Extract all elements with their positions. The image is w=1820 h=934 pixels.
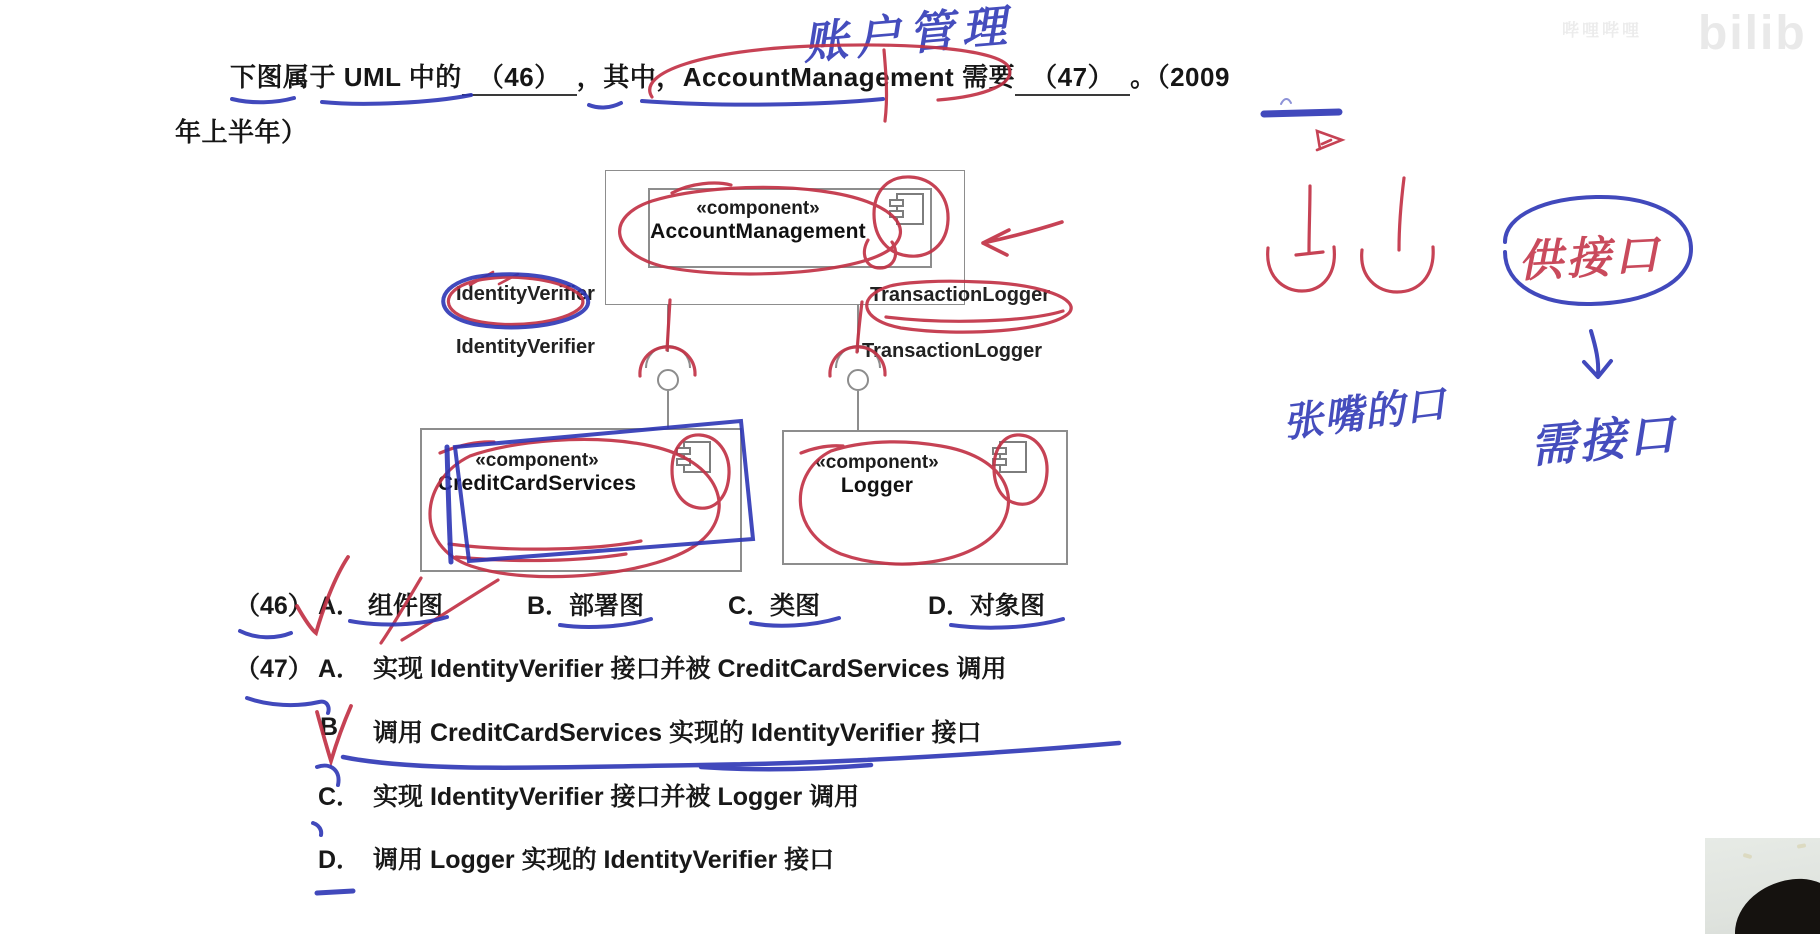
assembly-connectors [646,305,880,430]
red-arrow-to-account [983,222,1062,255]
q46-option-d-text: 对象图 [970,592,1046,620]
label-transactionlogger-provided: TransactionLogger [862,340,1043,362]
question-line-1 [230,57,1230,96]
blue-arc-before-d [313,823,321,835]
account-stereotype: «component» [696,198,820,219]
blue-underline-accountmanagement [642,99,883,105]
blue-underline-qizhong [589,103,621,107]
q46-option-a-key: A． [318,592,362,620]
wall-speck [1743,853,1753,859]
q47-option-a-key: A． [318,655,362,683]
handwriting-provided-interface: 供接口 [1517,230,1664,287]
q47-option-b-text: 调用 CreditCardServices 实现的 IdentityVerifier 接口 [373,719,982,747]
q46-option-c-text: 类图 [770,592,821,620]
handwriting-required-interface: 需接口 [1528,407,1680,473]
red-trace-left-connector [667,300,670,350]
left-socket-icon [646,346,690,368]
right-ball-icon [848,370,868,390]
blue-dash-under-d [317,891,353,893]
question-line-2: 年上半年） [175,117,308,147]
q47-option-b-key: B [320,713,339,741]
label-identityverifier-provided: IdentityVerifier [456,336,595,358]
label-transactionlogger-required: TransactionLogger [870,284,1051,306]
q46-option-b-key: B． [527,592,571,620]
component-account-management [648,188,932,268]
blue-bar-2009 [1264,112,1339,114]
q47-option-c-key: C． [318,783,362,811]
credit-name: CreditCardServices [437,472,637,495]
question-seg2: ，其中， [576,62,683,92]
q47-option-d-text: 调用 Logger 实现的 IdentityVerifier 接口 [373,846,835,874]
q46-option-a-text: 组件图 [368,592,444,620]
question-seg1: 下图属于 UML 中的 [230,62,462,92]
person-hair [1729,873,1820,934]
q46-option-b-text: 部署图 [569,592,645,620]
red-socket-sketch-2 [1362,178,1433,292]
blank-46: （46） [462,57,577,96]
q46-option-c-key: C． [728,592,772,620]
account-name: AccountManagement [650,220,866,243]
label-identityverifier-required: IdentityVerifier [456,283,595,305]
blank-47: （47） [1015,57,1130,96]
component-creditcardservices [420,428,742,572]
credit-stereotype: «component» [475,450,599,471]
q46-option-d-key: D． [928,592,972,620]
red-underline-transactionlogger [886,311,1063,321]
q47-option-d-key: D． [318,846,362,874]
question-subject: AccountManagement [682,62,955,92]
handwriting-account-management: 账户管理 [800,0,1017,70]
q47-label: （47） [235,655,313,683]
webcam-view [1705,838,1820,934]
blue-down-arrow [1584,331,1611,377]
bilibili-watermark-logo: bilib [1698,7,1807,60]
blue-underline-xiatu [232,98,294,102]
question-seg3: 需要 [962,62,1016,92]
bilibili-watermark-text: 哔哩哔哩 [1562,21,1642,40]
red-socket-sketch-1 [1268,186,1335,291]
q47-option-c-text: 实现 IdentityVerifier 接口并被 Logger 调用 [373,783,860,811]
caret-mark-2009 [1281,99,1291,104]
blue-arc-under-47 [247,698,329,713]
blue-arc-under-46 [240,631,291,637]
logger-stereotype: «component» [815,452,939,473]
left-ball-icon [658,370,678,390]
component-logger [782,430,1068,565]
question-seg4: 。（2009 [1130,62,1230,92]
red-trace-left-socket [640,347,695,376]
blue-underline-uml [322,95,471,104]
red-triangle-mark [1317,131,1342,150]
q47-option-a-text: 实现 IdentityVerifier 接口并被 CreditCardServices 调用 [373,655,1007,683]
wall-speck [1797,843,1807,849]
handwriting-socket-note: 张嘴的口 [1280,382,1449,446]
q46-label: （46） [235,592,313,620]
logger-name: Logger [840,474,914,497]
